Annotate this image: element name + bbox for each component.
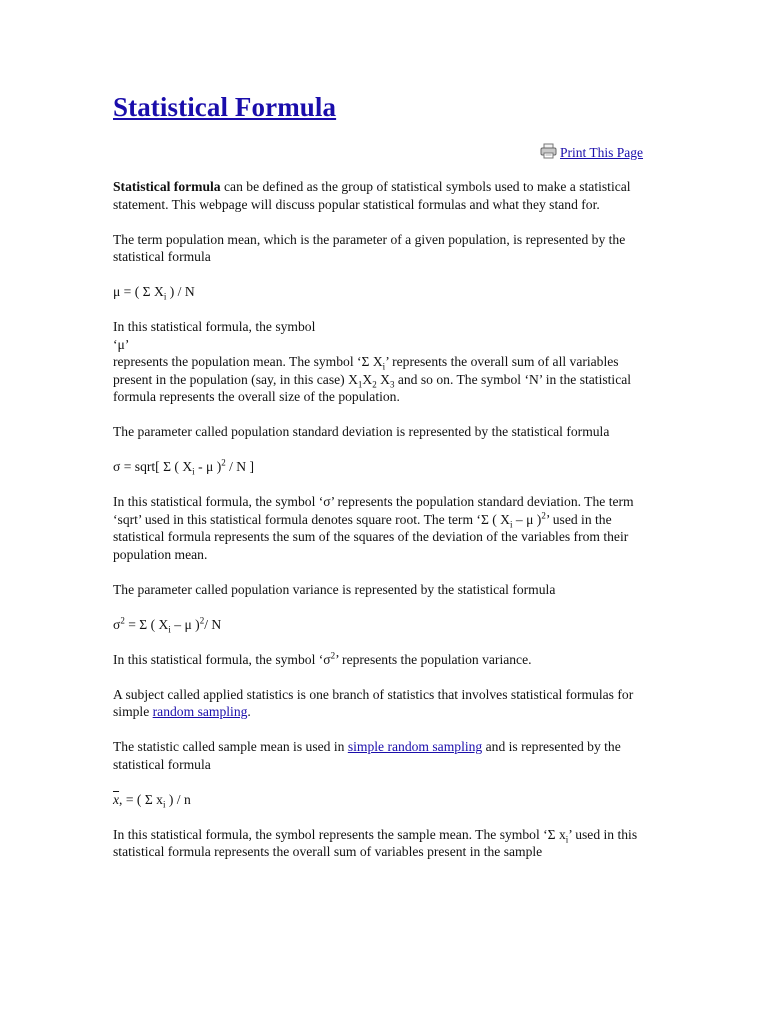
mu-explanation-paragraph [113,353,658,406]
formula-text: / N ] [225,459,255,474]
paragraph-text: X [362,371,373,387]
x-bar-symbol: $\overline{x}$ [113,791,120,807]
paragraph-text: – μ ) [512,511,542,527]
paragraph-text: . [247,704,251,719]
applied-statistics-paragraph [113,686,658,721]
std-dev-formula [113,458,658,476]
std-dev-explanation-paragraph [113,493,658,563]
formula-subscript: i [168,624,171,635]
formula-subscript: i [163,291,167,302]
paragraph-text: In this statistical formula, the symbol ‘σ’ represents the population standard deviation. The term ‘sqrt’ used in this statistical formula denotes square root. The term ‘Σ ( X [113,494,634,527]
variance-explanation-paragraph [113,651,658,669]
subscript: 1 [357,379,363,390]
sample-mean-paragraph [113,738,658,773]
paragraph-text: The statistic called sample mean is used in [113,739,348,754]
random-sampling-link[interactable]: random sampling [152,704,248,719]
formula-subscript: i [192,466,195,477]
subscript: 3 [389,379,395,390]
paragraph-text: ’ used in the statistical formula represents the sum of the squares of the deviation of the variables from their population mean. [113,511,629,562]
intro-term: Statistical formula [113,179,221,194]
sample-mean-formula [113,791,658,809]
paragraph-text: ’ used in this statistical formula represents the overall sum of variables present in the sample [113,826,638,859]
subscript: i [382,361,386,372]
paragraph-text: A subject called applied statistics is one branch of statistics that involves statistical formulas for simple [113,686,634,719]
variance-paragraph: The parameter called population variance is represented by the statistical formula [113,581,556,597]
paragraph-text: In this statistical formula, the symbol represents the sample mean. The symbol ‘Σ x [113,826,566,842]
paragraph-text: and is represented by the statistical formula [113,739,621,772]
paragraph-text: represents the population mean. The symbol ‘Σ X [113,354,383,369]
subscript: i [510,519,513,530]
simple-random-sampling-link[interactable]: simple random sampling [347,739,483,754]
article-body [113,178,658,878]
paragraph-text: ’ represents the overall sum of all variables present in the population (say, in this case) X [113,354,619,387]
formula-text: - μ ) [194,459,222,474]
formula-text: – μ ) [170,616,200,632]
intro-paragraph [113,178,658,213]
formula-text: σ [113,616,121,632]
superscript: 2 [541,509,546,520]
formula-superscript: 2 [221,457,226,468]
print-page-control[interactable] [540,143,643,163]
population-mean-paragraph: The term population mean, which is the parameter of a given population, is represented by the statistical formula [113,231,626,264]
subscript: i [565,834,569,845]
formula-text: σ = sqrt[ Σ ( X [113,459,193,474]
paragraph-text: and so on. The symbol ‘N’ in the statistical formula represents the overall size of the population. [113,371,632,404]
formula-subscript: i [162,799,166,810]
subscript: 2 [372,379,377,390]
sample-mean-explanation-paragraph [113,826,658,861]
formula-superscript: 2 [120,614,125,625]
intro-text: can be defined as the group of statistical symbols used to make a statistical statement. This webpage will discuss popular statistical formulas and what they stand for. [113,179,631,212]
page-title[interactable]: Statistical Formula [113,92,337,122]
formula-text: , = ( Σ x [119,791,163,807]
formula-superscript: 2 [199,614,205,625]
paragraph-text: X [376,371,390,387]
std-dev-paragraph: The parameter called population standard deviation is represented by the statistical formula [113,424,610,439]
formula-text: = Σ ( X [124,616,169,632]
paragraph-text: ’ represents the population variance. [335,651,532,667]
formula-text: / N [204,616,222,632]
formula-text: ) / N [166,284,195,299]
superscript: 2 [330,649,336,660]
formula-text: ) / n [165,791,191,807]
formula-text: μ = ( Σ X [113,284,164,299]
print-page-link[interactable]: Print This Page [560,145,644,160]
paragraph-text: In this statistical formula, the symbol ‘σ [113,651,331,667]
mu-symbol-line: ‘μ’ [113,336,130,352]
printer-icon[interactable] [540,143,557,163]
variance-formula [113,616,658,634]
mu-explanation-line: In this statistical formula, the symbol [113,319,316,334]
population-mean-formula [113,283,658,301]
